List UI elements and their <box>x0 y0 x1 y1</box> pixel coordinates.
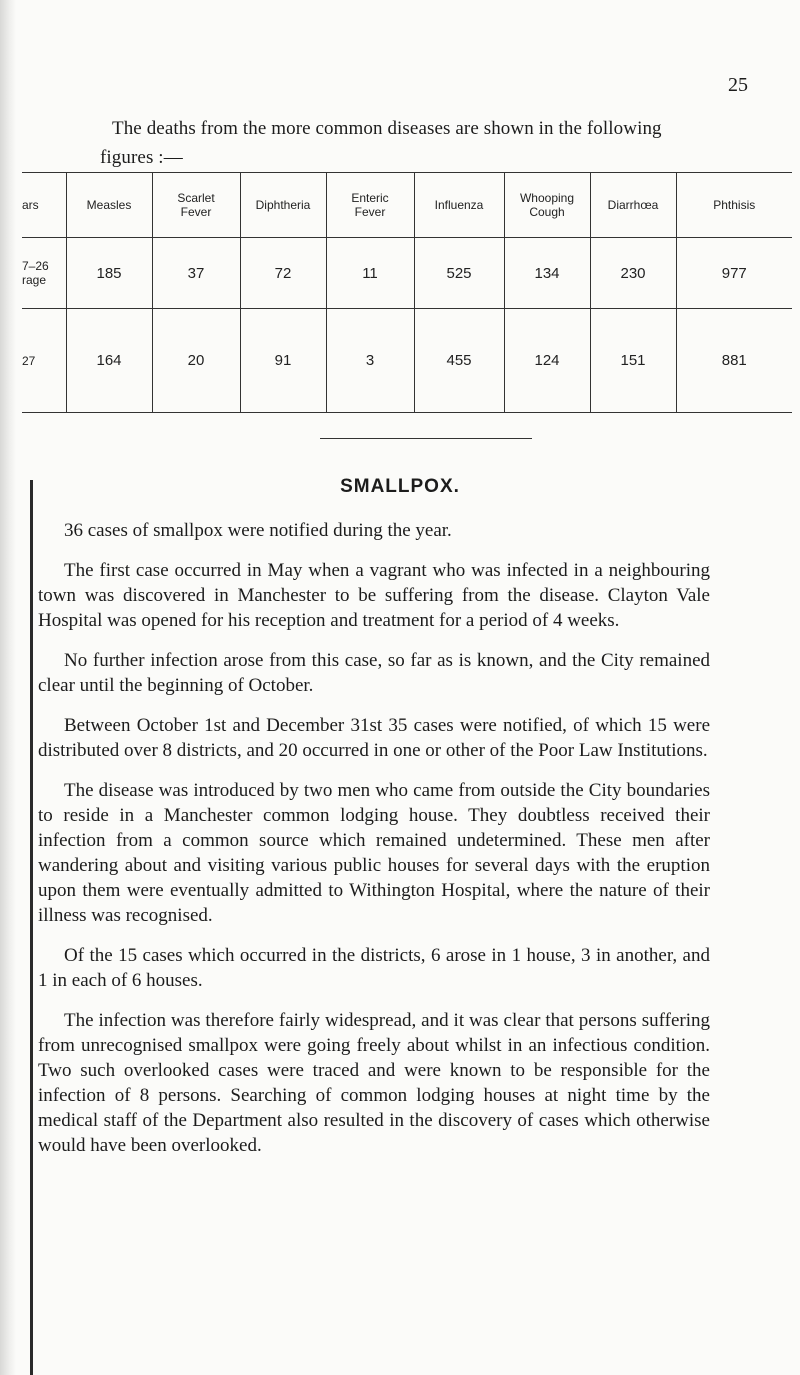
table-row <box>22 238 792 309</box>
table-cell: 525 <box>414 238 504 309</box>
header-scarlet-fever: Scarlet Fever <box>152 173 240 238</box>
table-cell: 91 <box>240 309 326 413</box>
header-phthisis: Phthisis <box>676 173 792 238</box>
row-label: 7–26 rage <box>22 238 66 309</box>
disease-deaths-table <box>22 172 792 413</box>
intro-line-1: The deaths from the more common diseases are shown in the following <box>112 118 662 139</box>
paragraph: The infection was therefore fairly widespread, and it was clear that persons suffering from unrecognised smallpox were going freely about whilst in an infectious condition. Two such overlooked cases were traced and were known to be responsible for the infection of 8 persons. Searching of common lodging houses at night time by the medical staff of the Department also resulted in the discovery of cases which otherwise would have been overlooked. <box>38 1010 710 1156</box>
table-row <box>22 309 792 413</box>
header-diarrhoea: Diarrhœa <box>590 173 676 238</box>
header-whooping-cough: Whooping Cough <box>504 173 590 238</box>
table-cell: 3 <box>326 309 414 413</box>
header-measles: Measles <box>66 173 152 238</box>
table-cell: 151 <box>590 309 676 413</box>
table-cell: 11 <box>326 238 414 309</box>
header-enteric-fever: Enteric Fever <box>326 173 414 238</box>
intro-text <box>100 114 772 172</box>
page-number: 25 <box>728 74 748 96</box>
paragraph: 36 cases of smallpox were notified during the year. <box>64 520 452 541</box>
table-cell: 881 <box>676 309 792 413</box>
paragraph: The first case occurred in May when a vagrant who was infected in a neighbouring town was discovered in Manchester to be suffering from the disease. Clayton Vale Hospital was opened for his reception and treatment for a period of 4 weeks. <box>38 560 710 631</box>
header-influenza: Influenza <box>414 173 504 238</box>
page-edge-shadow <box>0 0 16 1375</box>
section-body <box>38 518 710 1173</box>
intro-line-2: figures :— <box>100 147 183 168</box>
paragraph: No further infection arose from this case, so far as is known, and the City remained clear until the beginning of October. <box>38 650 710 696</box>
table-cell: 185 <box>66 238 152 309</box>
table-cell: 134 <box>504 238 590 309</box>
binding-gutter-line <box>30 480 33 1375</box>
table-cell: 37 <box>152 238 240 309</box>
section-title: SMALLPOX. <box>340 476 460 497</box>
table-cell: 124 <box>504 309 590 413</box>
table-cell: 455 <box>414 309 504 413</box>
header-years: ars <box>22 173 66 238</box>
table-cell: 20 <box>152 309 240 413</box>
paragraph: The disease was introduced by two men who came from outside the City boundaries to reside in a Manchester common lodging house. They doubtless received their infection from a common source which remained undetermined. These men after wandering about and visiting various public houses for several days with the eruption upon them were eventually admitted to Withington Hospital, where the nature of their illness was recognised. <box>38 780 710 926</box>
table-header-row <box>22 173 792 238</box>
paragraph: Between October 1st and December 31st 35 cases were notified, of which 15 were distributed over 8 districts, and 20 occurred in one or other of the Poor Law Institutions. <box>38 715 710 761</box>
paragraph: Of the 15 cases which occurred in the districts, 6 arose in 1 house, 3 in another, and 1 in each of 6 houses. <box>38 945 710 991</box>
table-cell: 164 <box>66 309 152 413</box>
table-cell: 72 <box>240 238 326 309</box>
row-label: 27 <box>22 309 66 413</box>
table-cell: 977 <box>676 238 792 309</box>
header-diphtheria: Diphtheria <box>240 173 326 238</box>
table-cell: 230 <box>590 238 676 309</box>
section-divider <box>320 438 532 439</box>
